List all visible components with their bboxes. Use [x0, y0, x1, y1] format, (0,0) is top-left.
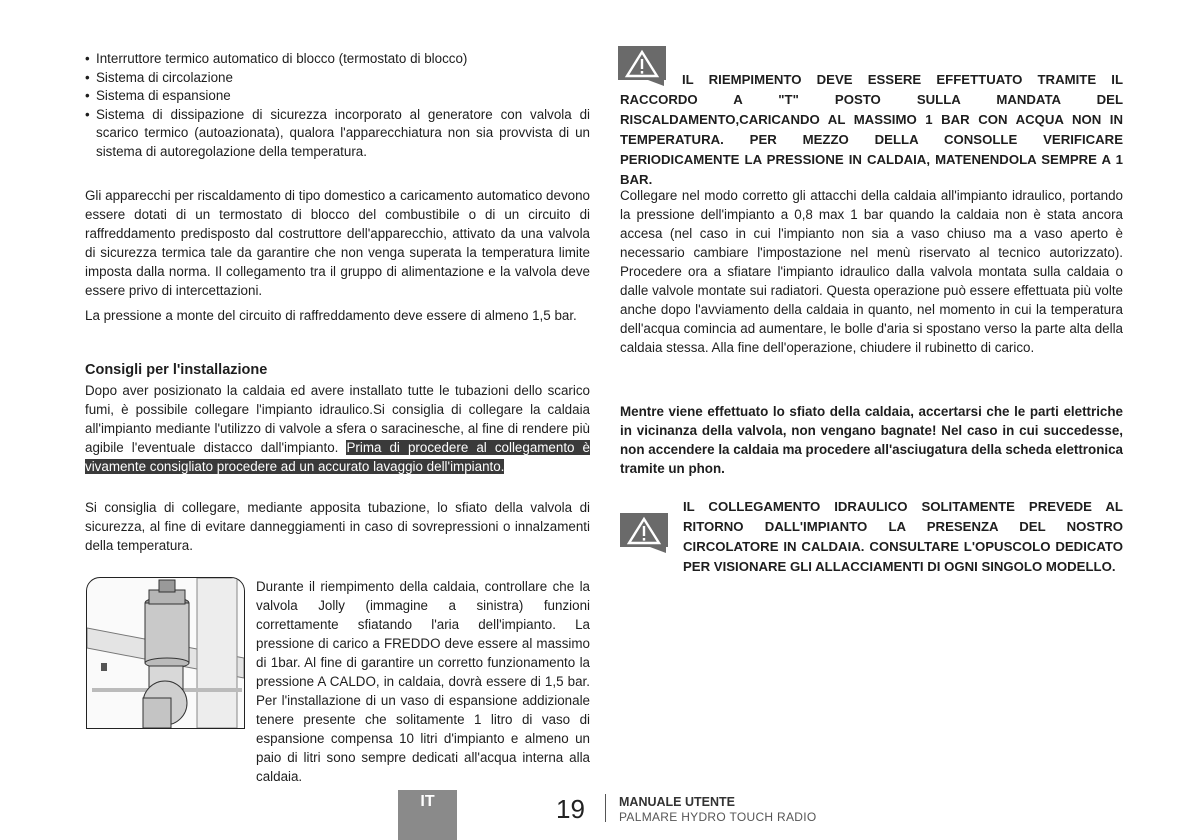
page-number: 19: [556, 794, 585, 824]
warning-filling: IL RIEMPIMENTO DEVE ESSERE EFFETTUATO TRAMITE IL RACCORDO A "T" POSTO SULLA MANDATA DEL RISCALDAMENTO,CARICANDO AL MASSIMO 1 BAR CON ACQUA NON IN TEMPERATURA. PER MEZZO DELLA CONSOLLE VERIFICARE PERIODICAMENTE LA PRESSIONE IN CALDAIA, MATENENDOLA SEMPRE A 1 BAR.: [620, 72, 1123, 187]
highlighted-advice: Prima di procedere al collegamento è vivamente consigliato procedere ad un accurato lavaggio dell'impianto.: [85, 440, 590, 474]
language-label: IT: [420, 793, 435, 810]
paragraph-electrical-warning: Mentre viene effettuato lo sfiato della caldaia, accertarsi che le parti elettriche in vicinanza della valvola, non vengano bagnate! Nel caso in cui succedesse, non accendere la caldaia ma procedere all'asciugatura della scheda elettronica tramite un phon.: [620, 404, 1123, 476]
warning-icon: [620, 513, 668, 553]
installation-text: Dopo aver posizionato la caldaia ed avere installato tutte le tubazioni dello scarico fumi, è possibile collegare l'impianto idraulico.Si consiglia di collegare la caldaia all'impianto mediante l'utilizzo di valvole a sfera o saracinesche, al fine di rendere più agibile l'eventuale distacco dall'impianto.: [85, 383, 590, 455]
warning-hydraulic-connection: IL COLLEGAMENTO IDRAULICO SOLITAMENTE PREVEDE AL RITORNO DALL'IMPIANTO LA PRESENZA DEL NOSTRO CIRCOLATORE IN CALDAIA. CONSULTARE L'OPUSCOLO DEDICATO PER VISIONARE GLI ALLACCIAMENTI DI OGNI SINGOLO MODELLO.: [683, 499, 1123, 574]
manual-title: MANUALE UTENTE: [619, 795, 735, 809]
paragraph-heating-appliances: Gli apparecchi per riscaldamento di tipo domestico a caricamento automatico devono essere dotati di un termostato di blocco del combustibile o di un circuito di raffreddamento predisposto dal costruttore dell'apparecchio, attivato da una valvola di sicurezza termica tale da garantire che non venga superata la temperatura limite imposta dalla norma. Il collegamento tra il gruppo di alimentazione e la valvola deve essere privo di intercettazioni.: [85, 188, 590, 298]
section-heading: Consigli per l'installazione: [85, 362, 268, 378]
requirements-list: [85, 50, 590, 162]
list-item: • Sistema di circolazione: [85, 69, 590, 88]
paragraph-pressure: La pressione a monte del circuito di raffreddamento deve essere di almeno 1,5 bar.: [85, 308, 577, 323]
list-item: • Sistema di dissipazione di sicurezza incorporato al generatore con valvola di scarico termico (autoazionata), qualora l'apparecchiatura non sia provvista di un sistema di autoregolazione della temperatura.: [85, 106, 590, 162]
paragraph-installation: [85, 381, 590, 476]
footer-divider: [605, 794, 606, 822]
paragraph-filling: Durante il riempimento della caldaia, controllare che la valvola Jolly (immagine a sinistra) funzioni correttamente sfiatando l'aria dell'impianto. La pressione di carico a FREDDO deve essere al massimo di 1bar. Al fine di garantire un corretto funzionamento la pressione A CALDO, in caldaia, dovrà essere di 1,5 bar. Per l'installazione di un vaso di espansione addizionale tenere presente che solitamente 1 litro di vaso di espansione compensa 10 litri d'impianto e almeno un paio di litri sono sempre dedicati all'acqua interna alla caldaia.: [256, 579, 590, 784]
jolly-valve-image: [86, 577, 245, 729]
paragraph-safety-valve: Si consiglia di collegare, mediante apposita tubazione, lo sfiato della valvola di sicurezza, al fine di evitare danneggiamenti in caso di sovrepressioni o innalzamenti della temperatura.: [85, 500, 590, 553]
jolly-valve-drawing: [87, 578, 244, 728]
language-tab: [398, 790, 457, 840]
product-name: PALMARE HYDRO TOUCH RADIO: [619, 810, 817, 824]
list-item: • Sistema di espansione: [85, 87, 590, 106]
list-item: • Interruttore termico automatico di blocco (termostato di blocco): [85, 50, 590, 69]
paragraph-connection: Collegare nel modo corretto gli attacchi della caldaia all'impianto idraulico, portando la pressione dell'impianto a 0,8 max 1 bar quando la caldaia non è stata ancora accesa (nel caso in cui l'impianto non sia a vaso chiuso ma a vaso aperto è necessario cambiare l'impostazione nel menù riservato al tecnico autorizzato). Procedere ora a sfiatare l'impianto idraulico dalla valvola montata sulla caldaia o dalle valvole montate sui radiatori. Questa operazione può essere effettuata più volte anche dopo l'avviamento della caldaia in quanto, nel momento in cui la temperatura dell'acqua comincia ad aumentare, le bolle d'aria si spostano verso la parte alta della caldaia stessa. Alla fine dell'operazione, chiudere il rubinetto di carico.: [620, 188, 1123, 355]
